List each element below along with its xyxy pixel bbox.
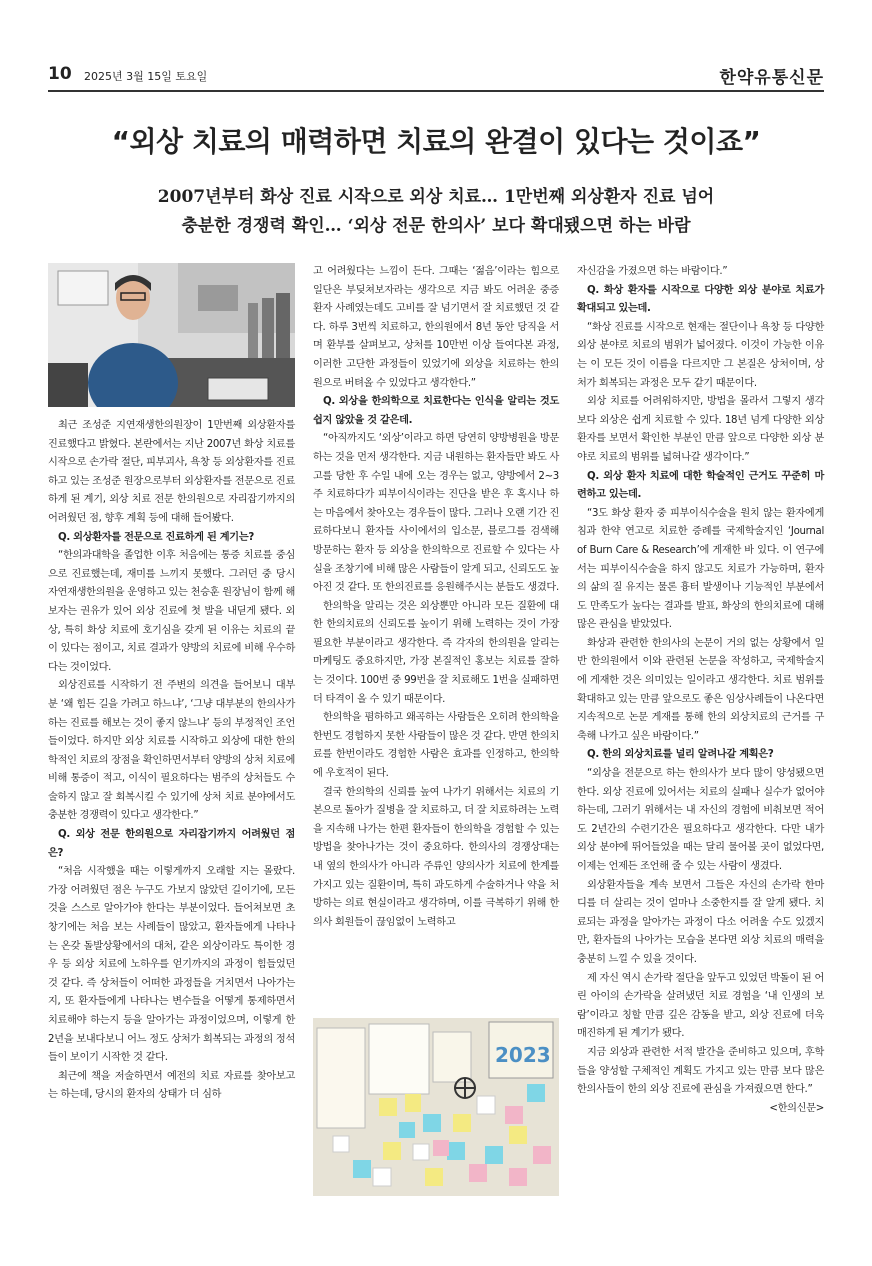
thank-you-notes-wall-photo: [313, 1018, 559, 1196]
article-paragraph: 최근 조성준 지연재생한의원장이 1만번째 외상환자를 진료했다고 밝혔다. 본란에서는 지난 2007년 화상 치료를 시작으로 손가락 절단, 피부괴사, 욕창 등 외상환자를 진료하고 있는 조성준 원장으로부터 외상환자를 전문으로 진료하게 된 계기, 외상 치료 전문 한의원으로 자리잡기까지의 어려웠던 점, 향후 계획 등에 대해 들어봤다.: [48, 420, 295, 524]
article-paragraph: “아직까지도 ‘외상’이라고 하면 당연히 양방병원을 방문하는 것을 먼저 생각한다. 지금 내원하는 환자들만 봐도 사고를 당한 후 수일 내에 오는 경우는 없고, 양방에서 2~3주 치료하다가 피부이식이라는 진단을 받은 후 혹시나 하는 마음에서 찾아오는 경우들이 많다. 그러나 오랜 기간 진료하다보니 환자들 사이에서의 입소문, 블로그를 검색해 방문하는 환자 등 외상을 한의학으로 진료할 수 있다는 사실을 조창기에 비해 많은 사람들이 알게 되고, 신뢰도도 높아진 것 같다. 또 한의진료를 응원해주시는 분들도 생겼다.: [313, 433, 559, 594]
doctor-portrait-photo: [48, 263, 295, 407]
article-headline: “외상 치료의 매력하면 치료의 완결이 있다는 것이죠”: [111, 125, 761, 158]
board-number: 2023: [495, 1043, 551, 1067]
article-paragraph: “외상을 전문으로 하는 한의사가 보다 많이 양성됐으면 한다. 외상 진료에 있어서는 치료의 실패나 실수가 없어야 하는데, 그러기 위해서는 내 자신의 경험에 비춰보면 적어도 2년간의 수련기간은 필요하다고 생각한다. 다만 내가 외상 분야에 뛰어들었을 때는 달리 물어볼 곳이 없었다면, 이제는 언제든 조언해 줄 수 있는 사람이 생겼다.: [577, 768, 824, 872]
article-paragraph: 지금 외상과 관련한 서적 발간을 준비하고 있으며, 후학들을 양성할 구체적인 계획도 가지고 있는 만큼 보다 많은 한의사들이 한의 외상 진료에 관심을 가져줬으면 한다.”: [577, 1046, 824, 1096]
board-photo-icon: [313, 1018, 559, 1196]
article-paragraph: 최근에 책을 저술하면서 예전의 치료 자료를 찾아보고는 하는데, 당시의 환자의 상태가 더 심하: [48, 1070, 295, 1101]
article-column-3: [577, 263, 824, 1213]
article-paragraph: “3도 화상 환자 중 피부이식수술을 원치 않는 환자에게 침과 한약 연고로 치료한 증례를 국제학술지인 ‘Journal of Burn Care & Research’에 게재한 바 있다. 이 연구에서는 피부이식수술을 하지 않고도 치료가 가능하며, 환자의 삶의 질 유지는 물론 흉터 발생이나 기능적인 부분에서도 만족도가 높다는 결과를 발표, 화상의 한의치료에 대해 많은 관심을 받았었다.: [577, 507, 824, 631]
question-heading: Q. 화상 환자를 시작으로 다양한 외상 분야로 치료가 확대되고 있는데.: [577, 284, 824, 315]
article-paragraph: “처음 시작했을 때는 이렇게까지 오래할 지는 몰랐다. 가장 어려웠던 점은 누구도 가보지 않았던 길이기에, 모든 것을 스스로 알아가야 한다는 부분이었다. 들어쳐보면 초창기에는 처음 보는 사례들이 많았고, 환자들에게 나타나는 온갖 돌발상황에서의 대처, 같은 외상이라도 특이한 경우 등 외상 치료에 노하우를 얻기까지의 과정이 힘들었던 것 같다. 즉 상처들이 어떠한 과정들을 거치면서 나아가는지, 또 환자들에게 나타나는 변수들을 어떻게 통제하면서 치료해야 하는지 등을 알아가는 과정이었으며, 이렇게 한 2년을 보내다보니 어느 정도 상처가 회복되는 과정의 정석들이 보이기 시작한 것 같다.: [48, 866, 295, 1064]
article-column-1: [48, 417, 295, 1207]
article-paragraph: “한의과대학을 졸업한 이후 처음에는 통증 치료를 중심으로 진료했는데, 재미를 느끼지 못했다. 그러던 중 당시 자연재생한의원을 운영하고 있는 천승훈 원장님이 함께 해보자는 권유가 있어 외상 진료에 첫 발을 내딛게 됐다. 외상, 특히 화상 치료에 호기심을 갖게 된 이유는 치료의 끝이 있다는 점이고, 치료 결과가 양방의 치료에 비해 우수하다는 것이었다.: [48, 550, 295, 673]
article-paragraph: 자신감을 가졌으면 하는 바람이다.”: [577, 266, 728, 277]
page-number: 10: [48, 64, 72, 84]
page-header: [48, 62, 824, 92]
article-subheadline: [48, 183, 824, 241]
article-paragraph: 외상진료를 시작하기 전 주변의 의견을 들어보니 대부분 ‘왜 힘든 길을 가려고 하느냐’, ‘그냥 대부분의 한의사가 하는 진료를 해보는 것이 좋지 않느냐’ 등의 부정적인 조언들이었다. 하지만 외상 치료를 시작하고 외상에 대한 한의학적인 치료의 장점을 확인하면서부터 양방의 상처 치료에 비해 통증이 적고, 이식이 필요하다는 범주의 상처들도 수술하지 않고 잘 회복시킬 수 있기에 상처 치료 분야에서도 충분한 경쟁력이 있다고 생각한다.”: [48, 680, 295, 822]
publication-logo: 한약유통신문: [719, 68, 824, 88]
issue-date: 2025년 3월 15일 토요일: [84, 70, 208, 83]
article-paragraph: 화상과 관련한 한의사의 논문이 거의 없는 상황에서 일반 한의원에서 이와 관련된 논문을 작성하고, 국제학술지에 게재한 것은 의미있는 일이라고 생각한다. 치료 범위를 확대하고 있는 만큼 앞으로도 좋은 임상사례들이 나온다면 지속적으로 논문 게재를 통해 한의 외상치료의 근거를 구축해 나가고 싶은 바람이다.”: [577, 637, 824, 742]
article-paragraph: “화상 진료를 시작으로 현재는 절단이나 욕창 등 다양한 외상 분야로 치료의 범위가 넓어졌다. 이것이 가능한 이유는 이 모든 것이 이름을 다르지만 그 본질은 상처이며, 상처가 회복되는 과정은 모두 같기 때문이다.: [577, 321, 824, 389]
portrait-photo-icon: [48, 263, 295, 407]
subheadline-line: 2007년부터 화상 진료 시작으로 외상 치료… 1만번째 외상환자 진료 넘어: [157, 187, 715, 207]
question-heading: Q. 외상 환자 치료에 대한 학술적인 근거도 꾸준히 마련하고 있는데.: [577, 470, 824, 501]
question-heading: Q. 외상을 한의학으로 치료한다는 인식을 알리는 것도 쉽지 않았을 것 같은데.: [313, 396, 559, 426]
article-column-2: [313, 263, 559, 1013]
article-paragraph: 한의학을 폄하하고 왜곡하는 사람들은 오히려 한의학을 한번도 경험하지 못한 사람들이 많은 것 같다. 반면 한의치료를 한번이라도 경험한 사람은 효과를 인정하고, 한의학에 우호적이 된다.: [313, 712, 559, 780]
article-paragraph: 한의학을 알리는 것은 외상뿐만 아니라 모든 질환에 대한 한의치료의 신뢰도를 높이기 위해 노력하는 것이 가장 필요한 부분이라고 생각한다. 즉 각자의 한의원을 알리는 마케팅도 중요하지만, 가장 본질적인 홍보는 치료를 잘하는 것이다. 100번 중 99번을 잘 치료해도 1번을 실패하면 더 타격이 올 수 있기 때문이다.: [313, 600, 559, 705]
question-heading: Q. 외상환자를 전문으로 진료하게 된 계기는?: [58, 531, 254, 543]
article-paragraph: 결국 한의학의 신뢰를 높여 나가기 위해서는 치료의 기본으로 돌아가 질병을 잘 치료하고, 더 잘 치료하려는 노력을 지속해 나가는 한편 환자들이 한의학을 경험할 수 있는 방법을 찾아나가는 것이 중요하다. 한의사의 경쟁상대는 내 옆의 한의사가 아니라 주류인 양의사가 치료에 한계를 가지고 있는 질환이며, 특히 과도하게 수술하거나 약을 처방하는 의료 현실이라고 생각하며, 이를 극복하기 위해 한의사 회원들이 끊임없이 노력하고: [313, 786, 559, 928]
subheadline-line: 충분한 경쟁력 확인… ‘외상 전문 한의사’ 보다 확대됐으면 하는 바람: [181, 216, 691, 236]
article-paragraph: 외상 치료를 어려워하지만, 방법을 몰라서 그렇지 생각보다 외상은 쉽게 치료할 수 있다. 18년 넘게 다양한 외상환자를 보면서 확인한 부분인 만큼 앞으로 다양한 외상 분야로 치료의 범위를 넓혀나갈 생각이다.”: [577, 396, 824, 463]
source-credit: <한의신문>: [769, 1102, 824, 1114]
article-paragraph: 고 어려웠다는 느낌이 든다. 그때는 ‘젊음’이라는 힘으로 일단은 부딪쳐보자라는 생각으로 지금 봐도 어려운 중증 환자 사례였는데도 고비를 잘 넘기면서 잘 치료했던 것 같다. 하루 3번씩 치료하고, 한의원에서 8년 동안 당직을 서며 환부를 살펴보고, 상처를 10만번 이상 들여다본 과정, 이러한 고단한 과정들이 있었기에 외상을 치료하는 한의원으로 버텨올 수 있었다고 생각한다.”: [313, 266, 559, 389]
question-heading: Q. 외상 전문 한의원으로 자리잡기까지 어려웠던 점은?: [48, 829, 295, 859]
question-heading: Q. 한의 외상치료를 널리 알려나갈 계획은?: [587, 749, 774, 761]
article-paragraph: 외상환자들을 계속 보면서 그들은 자신의 손가락 한마디를 더 살리는 것이 얼마나 소중한지를 잘 알게 됐다. 치료되는 과정을 알아가는 과정이 다소 어려울 수도 있겠지만, 환자들의 나아가는 모습을 본다면 외상 치료의 매력을 충분히 느낄 수 있을 것이다.: [577, 879, 824, 965]
article-paragraph: 제 자신 역시 손가락 절단을 앞두고 있었던 박돌이 된 어린 아이의 손가락을 살려냈던 치료 경험을 ‘내 인생의 보람’이라고 칭할 만큼 깊은 감동을 받고, 외상 진료에 더욱 매진하게 된 계기가 됐다.: [577, 972, 824, 1040]
